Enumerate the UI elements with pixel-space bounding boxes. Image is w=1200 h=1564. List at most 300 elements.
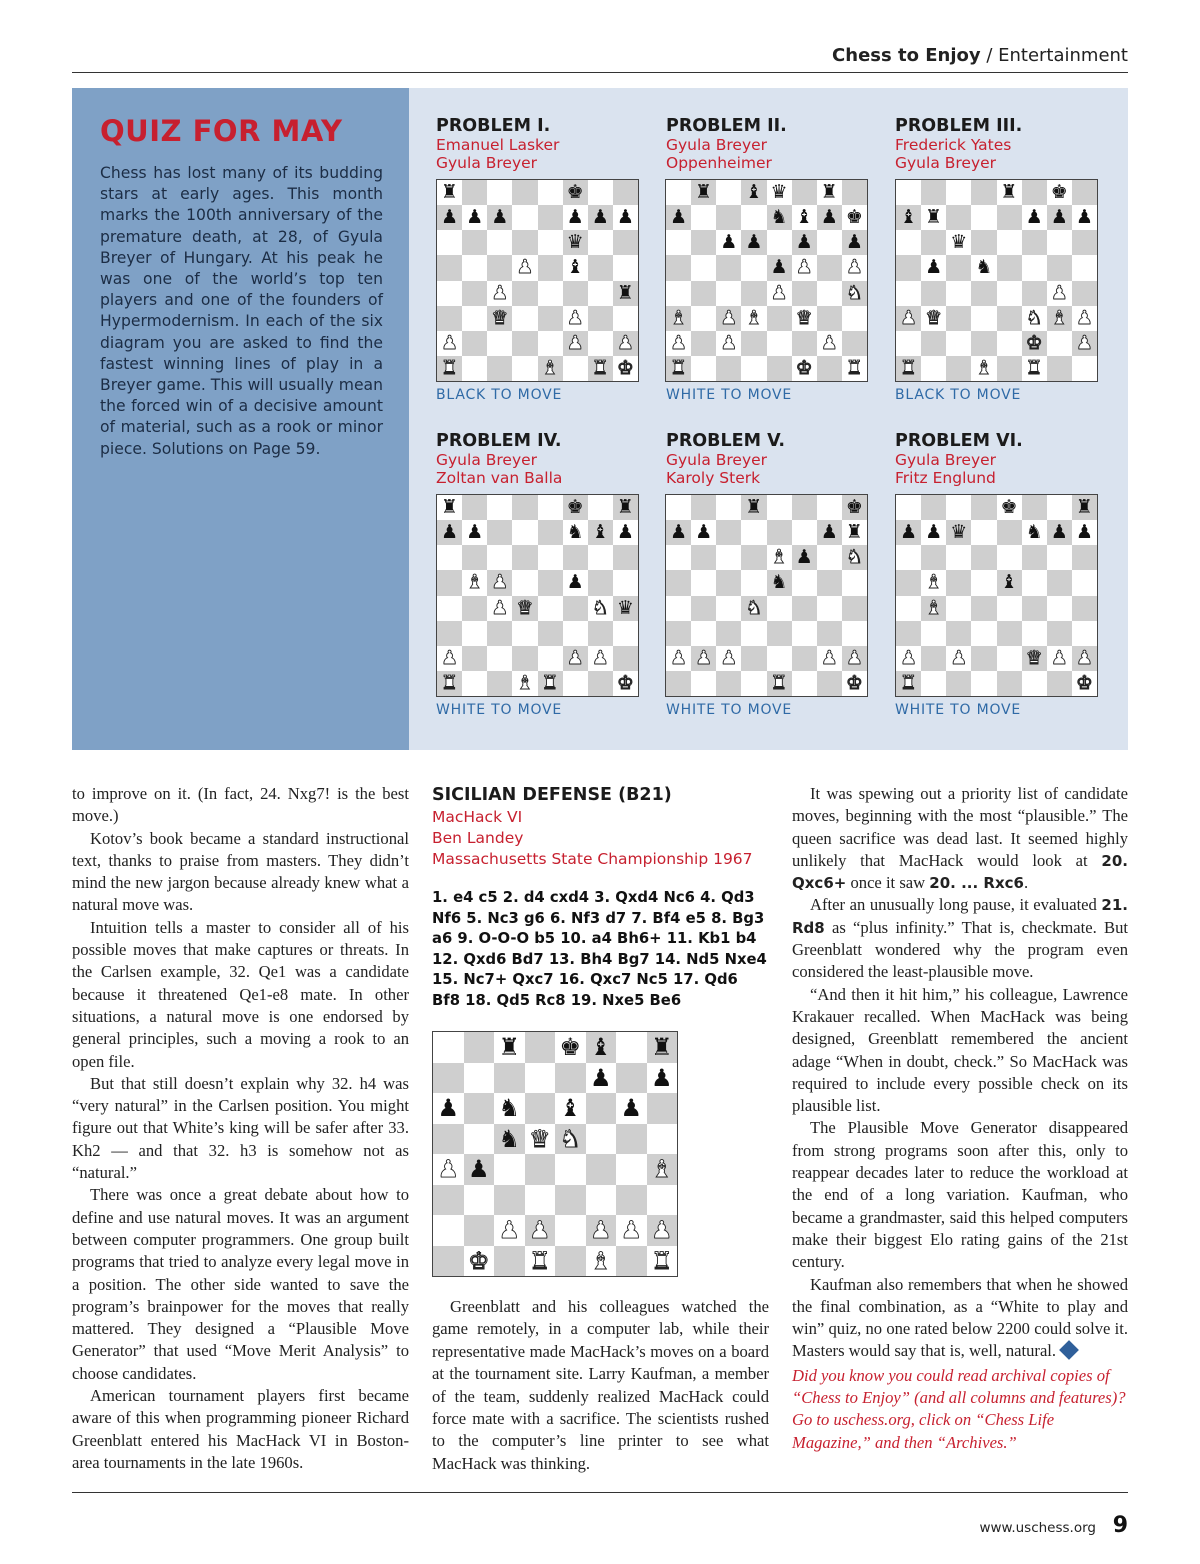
board-square: [666, 570, 691, 595]
black-king-icon: ♚: [1000, 496, 1018, 519]
board-square: [666, 356, 691, 381]
black-rook-icon: ♜: [745, 496, 763, 519]
game-moves: 1. e4 c5 2. d4 cxd4 3. Qxd4 Nc6 4. Qd3 Nf6 5. Nc3 g6 6. Nf3 d7 7. Bf4 e5 8. Bg3 a6 9. O-O-O b5 10. a4 Bh6+ 11. Kb1 b4 12. Qxd6 Bd7 13. Bh4 Bg7 14. Nd5 Nxe4 15. Nc7+ Qxc7 16. Qxc7 Nc5 17. Qd6 Bf8 18. Qd5 Rc8 19. Nxe5 Be6: [432, 889, 767, 1009]
board-square: [616, 1124, 647, 1155]
board-square: [767, 205, 792, 230]
black-pawn-icon: ♟: [467, 1155, 490, 1184]
white-pawn-icon: ♟: [695, 646, 713, 669]
board-square: [462, 621, 487, 646]
board-square: [1047, 520, 1072, 545]
problem-3-to-move: BLACK TO MOVE: [895, 387, 1022, 403]
black-knight-icon: ♞: [566, 521, 584, 544]
board-square: [1022, 495, 1047, 520]
board-square: [817, 545, 842, 570]
board-square: [896, 646, 921, 671]
problem-white-player: Gyula Breyer: [436, 451, 538, 469]
board-square: [997, 520, 1022, 545]
board-square: [525, 1154, 556, 1185]
header-separator: /: [980, 45, 999, 66]
board-square: [921, 306, 946, 331]
board-square: [716, 570, 741, 595]
footer-url[interactable]: www.uschess.org: [979, 1520, 1096, 1536]
board-square: [1022, 180, 1047, 205]
board-square: [433, 1215, 464, 1246]
board-square: [586, 1154, 617, 1185]
problem-5-heading: [666, 431, 876, 487]
board-square: [437, 520, 462, 545]
white-rook-icon: ♜: [650, 1246, 673, 1275]
board-square: [613, 180, 638, 205]
board-square: [691, 356, 716, 381]
board-square: [1072, 671, 1097, 696]
white-rook-icon: ♜: [1025, 356, 1043, 379]
board-square: [1022, 596, 1047, 621]
problem-white-player: Emanuel Lasker: [436, 136, 560, 154]
board-square: [613, 281, 638, 306]
board-square: [613, 646, 638, 671]
paragraph: Intuition tells a master to consider all of his possible moves that make captures or threats. In the Carlsen example, 32. Qe1 was a candidate because it threatened Qe1-e8 mate. In other situations, a natural move is one endorsed by general principles, such a moving a rook to an open file.: [72, 917, 409, 1071]
paragraph: “And then it hit him,” his colleague, Lawrence Krakauer recalled. When MacHack was being designed, Greenblatt remembered the ancient adage “When in doubt, check.” So MacHack was required to include every possible check on its plausible list.: [792, 984, 1128, 1116]
board-square: [538, 230, 563, 255]
board-square: [691, 671, 716, 696]
white-pawn-icon: ♟: [670, 331, 688, 354]
board-square: [716, 596, 741, 621]
board-square: [616, 1093, 647, 1124]
black-queen-icon: ♛: [950, 521, 968, 544]
board-square: [971, 281, 996, 306]
board-square: [538, 646, 563, 671]
board-square: [437, 205, 462, 230]
board-square: [666, 671, 691, 696]
board-square: [512, 331, 537, 356]
black-pawn-icon: ♟: [616, 206, 634, 229]
board-square: [433, 1063, 464, 1094]
board-square: [464, 1093, 495, 1124]
board-square: [792, 495, 817, 520]
board-square: [462, 230, 487, 255]
board-square: [1072, 646, 1097, 671]
problem-5-board: [665, 494, 868, 697]
board-square: [741, 671, 766, 696]
board-square: [1072, 230, 1097, 255]
board-square: [666, 545, 691, 570]
board-square: [462, 356, 487, 381]
board-square: [563, 205, 588, 230]
board-square: [538, 306, 563, 331]
board-square: [691, 281, 716, 306]
board-square: [817, 230, 842, 255]
board-square: [647, 1154, 678, 1185]
board-square: [817, 495, 842, 520]
board-square: [487, 596, 512, 621]
board-square: [487, 356, 512, 381]
board-square: [946, 570, 971, 595]
black-king-icon: ♚: [1050, 181, 1068, 204]
board-square: [462, 545, 487, 570]
white-rook-icon: ♜: [441, 356, 459, 379]
black-pawn-icon: ♟: [566, 571, 584, 594]
board-square: [588, 646, 613, 671]
board-square: [767, 356, 792, 381]
black-pawn-icon: ♟: [795, 546, 813, 569]
board-square: [896, 545, 921, 570]
board-square: [921, 520, 946, 545]
black-pawn-icon: ♟: [620, 1094, 642, 1123]
board-square: [563, 646, 588, 671]
board-square: [563, 255, 588, 280]
board-square: [997, 545, 1022, 570]
black-pawn-icon: ♟: [820, 521, 838, 544]
board-square: [1072, 205, 1097, 230]
board-square: [1047, 281, 1072, 306]
board-square: [1047, 356, 1072, 381]
board-square: [741, 255, 766, 280]
board-square: [613, 596, 638, 621]
board-square: [512, 356, 537, 381]
board-square: [647, 1246, 678, 1277]
board-square: [1072, 180, 1097, 205]
header-category: Entertainment: [998, 45, 1128, 66]
board-square: [555, 1124, 586, 1155]
board-square: [1047, 621, 1072, 646]
white-queen-icon: ♛: [1025, 646, 1043, 669]
board-square: [647, 1032, 678, 1063]
board-square: [525, 1063, 556, 1094]
board-square: [512, 281, 537, 306]
board-square: [586, 1032, 617, 1063]
board-square: [647, 1185, 678, 1216]
board-square: [741, 281, 766, 306]
white-pawn-icon: ♟: [491, 571, 509, 594]
board-square: [433, 1185, 464, 1216]
board-square: [616, 1032, 647, 1063]
board-square: [817, 671, 842, 696]
board-square: [971, 205, 996, 230]
board-square: [792, 621, 817, 646]
white-pawn-icon: ♟: [845, 256, 863, 279]
article-column-2: [432, 1296, 769, 1475]
board-square: [462, 255, 487, 280]
board-square: [1022, 230, 1047, 255]
white-king-icon: ♚: [616, 356, 634, 379]
board-square: [525, 1215, 556, 1246]
white-pawn-icon: ♟: [566, 646, 584, 669]
board-square: [1072, 356, 1097, 381]
board-square: [666, 255, 691, 280]
board-square: [792, 545, 817, 570]
problem-title: PROBLEM II.: [666, 116, 787, 136]
board-square: [613, 255, 638, 280]
board-square: [842, 621, 867, 646]
board-square: [896, 331, 921, 356]
board-square: [487, 331, 512, 356]
white-pawn-icon: ♟: [795, 256, 813, 279]
board-square: [647, 1215, 678, 1246]
board-square: [842, 230, 867, 255]
board-square: [586, 1185, 617, 1216]
board-square: [921, 331, 946, 356]
board-square: [563, 230, 588, 255]
text: After an unusually long pause, it evaluated: [810, 895, 1102, 915]
paragraph: Kotov’s book became a standard instructional text, thanks to praise from masters. They didn’t mind the new jargon because already knew what a natural move was.: [72, 828, 409, 915]
board-square: [741, 520, 766, 545]
text: once it saw: [846, 873, 930, 893]
board-square: [767, 621, 792, 646]
black-bishop-icon: ♝: [559, 1094, 581, 1123]
black-bishop-icon: ♝: [566, 256, 584, 279]
board-square: [487, 570, 512, 595]
text: It was spewing out a priority list of candidate moves, beginning with the most “plausible.” The queen sacrifice was dead last. It seemed highly unlikely that MacHack would look at: [792, 784, 1128, 870]
board-square: [563, 545, 588, 570]
board-square: [716, 520, 741, 545]
board-square: [613, 356, 638, 381]
board-square: [588, 205, 613, 230]
board-square: [613, 331, 638, 356]
archive-promo: Did you know you could read archival copies of “Chess to Enjoy” (and all columns and features)? Go to uschess.org, click on “Chess Life Magazine,” and then “Archives.”: [792, 1365, 1126, 1452]
board-square: [647, 1124, 678, 1155]
move-notation: 21. Rd8: [792, 896, 1128, 937]
board-square: [512, 671, 537, 696]
board-square: [1022, 255, 1047, 280]
board-square: [433, 1246, 464, 1277]
black-knight-icon: ♞: [498, 1124, 520, 1153]
white-knight-icon: ♞: [845, 546, 863, 569]
board-square: [462, 520, 487, 545]
game-black-player: Ben Landey: [432, 829, 524, 847]
board-square: [971, 230, 996, 255]
board-square: [555, 1093, 586, 1124]
board-square: [946, 306, 971, 331]
board-square: [616, 1154, 647, 1185]
board-square: [588, 671, 613, 696]
board-square: [716, 356, 741, 381]
black-rook-icon: ♜: [820, 181, 838, 204]
board-square: [586, 1063, 617, 1094]
black-pawn-icon: ♟: [466, 521, 484, 544]
board-square: [971, 545, 996, 570]
board-square: [817, 520, 842, 545]
board-square: [842, 545, 867, 570]
board-square: [538, 596, 563, 621]
white-bishop-icon: ♝: [670, 306, 688, 329]
board-square: [1047, 306, 1072, 331]
board-square: [647, 1063, 678, 1094]
black-queen-icon: ♛: [566, 231, 584, 254]
board-square: [538, 331, 563, 356]
problem-black-player: Fritz Englund: [895, 469, 996, 487]
white-pawn-icon: ♟: [1075, 646, 1093, 669]
board-square: [555, 1063, 586, 1094]
black-queen-icon: ♛: [950, 231, 968, 254]
problem-4-heading: [436, 431, 646, 487]
board-square: [997, 356, 1022, 381]
black-bishop-icon: ♝: [900, 206, 918, 229]
white-king-icon: ♚: [616, 671, 634, 694]
paragraph: [792, 894, 1128, 983]
black-knight-icon: ♞: [975, 256, 993, 279]
board-square: [494, 1215, 525, 1246]
black-rook-icon: ♜: [1075, 496, 1093, 519]
board-square: [1072, 331, 1097, 356]
board-square: [487, 671, 512, 696]
problem-white-player: Gyula Breyer: [895, 451, 997, 469]
board-square: [1022, 545, 1047, 570]
white-pawn-icon: ♟: [1075, 306, 1093, 329]
board-square: [842, 671, 867, 696]
board-square: [525, 1185, 556, 1216]
board-square: [512, 596, 537, 621]
board-square: [1047, 230, 1072, 255]
board-square: [896, 671, 921, 696]
board-square: [921, 646, 946, 671]
board-square: [555, 1185, 586, 1216]
board-square: [971, 331, 996, 356]
problem-1-heading: [436, 116, 646, 172]
board-square: [464, 1032, 495, 1063]
board-square: [921, 230, 946, 255]
board-square: [588, 570, 613, 595]
board-square: [767, 180, 792, 205]
board-square: [691, 520, 716, 545]
paragraph: But that still doesn’t explain why 32. h4 was “very natural” in the Carlsen position. You might figure out that White’s king will be safer after 33. Kh2 — and that 32. h3 is somehow not as “natural.”: [72, 1073, 409, 1183]
board-square: [842, 570, 867, 595]
board-square: [1047, 570, 1072, 595]
board-square: [792, 281, 817, 306]
board-square: [538, 255, 563, 280]
white-pawn-icon: ♟: [900, 306, 918, 329]
board-square: [588, 281, 613, 306]
board-square: [1072, 281, 1097, 306]
white-rook-icon: ♜: [900, 671, 918, 694]
board-square: [487, 205, 512, 230]
board-square: [971, 570, 996, 595]
black-pawn-icon: ♟: [670, 206, 688, 229]
board-square: [437, 306, 462, 331]
board-square: [512, 255, 537, 280]
board-square: [842, 205, 867, 230]
board-square: [691, 180, 716, 205]
game-block: [432, 783, 769, 1011]
board-square: [1072, 306, 1097, 331]
white-pawn-icon: ♟: [516, 256, 534, 279]
board-square: [921, 281, 946, 306]
board-square: [896, 621, 921, 646]
board-square: [946, 331, 971, 356]
board-square: [1022, 356, 1047, 381]
board-square: [512, 306, 537, 331]
board-square: [487, 255, 512, 280]
board-square: [525, 1124, 556, 1155]
problem-1-to-move: BLACK TO MOVE: [436, 387, 563, 403]
board-square: [586, 1246, 617, 1277]
board-square: [437, 281, 462, 306]
black-king-icon: ♚: [845, 206, 863, 229]
problem-title: PROBLEM VI.: [895, 431, 1023, 451]
board-square: [842, 495, 867, 520]
black-pawn-icon: ♟: [925, 521, 943, 544]
black-knight-icon: ♞: [1025, 521, 1043, 544]
board-square: [563, 570, 588, 595]
problem-title: PROBLEM III.: [895, 116, 1023, 136]
board-square: [716, 495, 741, 520]
board-square: [666, 205, 691, 230]
board-square: [433, 1154, 464, 1185]
white-pawn-icon: ♟: [670, 646, 688, 669]
white-rook-icon: ♜: [770, 671, 788, 694]
board-square: [767, 255, 792, 280]
problem-3-board: [895, 179, 1098, 382]
board-square: [1047, 646, 1072, 671]
board-square: [997, 621, 1022, 646]
board-square: [921, 596, 946, 621]
white-pawn-icon: ♟: [845, 646, 863, 669]
board-square: [842, 646, 867, 671]
board-square: [792, 570, 817, 595]
black-rook-icon: ♜: [695, 181, 713, 204]
white-bishop-icon: ♝: [589, 1246, 612, 1275]
board-square: [896, 255, 921, 280]
problem-2-to-move: WHITE TO MOVE: [666, 387, 793, 403]
board-square: [997, 230, 1022, 255]
white-bishop-icon: ♝: [1050, 306, 1068, 329]
white-pawn-icon: ♟: [820, 331, 838, 354]
white-pawn-icon: ♟: [770, 281, 788, 304]
board-square: [817, 331, 842, 356]
board-square: [512, 646, 537, 671]
board-square: [538, 570, 563, 595]
black-pawn-icon: ♟: [1075, 206, 1093, 229]
board-square: [563, 596, 588, 621]
board-square: [437, 495, 462, 520]
board-square: [817, 281, 842, 306]
board-square: [1047, 671, 1072, 696]
white-rook-icon: ♜: [845, 356, 863, 379]
board-square: [525, 1093, 556, 1124]
paragraph: American tournament players first became aware of this when programming pioneer Richard Greenblatt entered his MacHack VI in Boston-area tournaments in the late 1960s.: [72, 1386, 409, 1472]
board-square: [842, 281, 867, 306]
board-square: [538, 356, 563, 381]
black-pawn-icon: ♟: [720, 231, 738, 254]
board-square: [616, 1215, 647, 1246]
board-square: [767, 495, 792, 520]
board-square: [946, 205, 971, 230]
black-pawn-icon: ♟: [1050, 521, 1068, 544]
board-square: [464, 1063, 495, 1094]
board-square: [563, 356, 588, 381]
board-square: [555, 1246, 586, 1277]
board-square: [1047, 596, 1072, 621]
board-square: [716, 306, 741, 331]
board-square: [538, 545, 563, 570]
board-square: [462, 495, 487, 520]
white-pawn-icon: ♟: [566, 306, 584, 329]
board-square: [741, 621, 766, 646]
board-square: [494, 1093, 525, 1124]
problem-title: PROBLEM I.: [436, 116, 551, 136]
board-square: [1072, 621, 1097, 646]
board-square: [767, 596, 792, 621]
board-square: [666, 621, 691, 646]
board-square: [563, 281, 588, 306]
board-square: [437, 255, 462, 280]
black-pawn-icon: ♟: [566, 206, 584, 229]
board-square: [792, 306, 817, 331]
board-square: [817, 356, 842, 381]
board-square: [437, 230, 462, 255]
board-square: [691, 255, 716, 280]
board-square: [666, 331, 691, 356]
white-pawn-icon: ♟: [491, 281, 509, 304]
